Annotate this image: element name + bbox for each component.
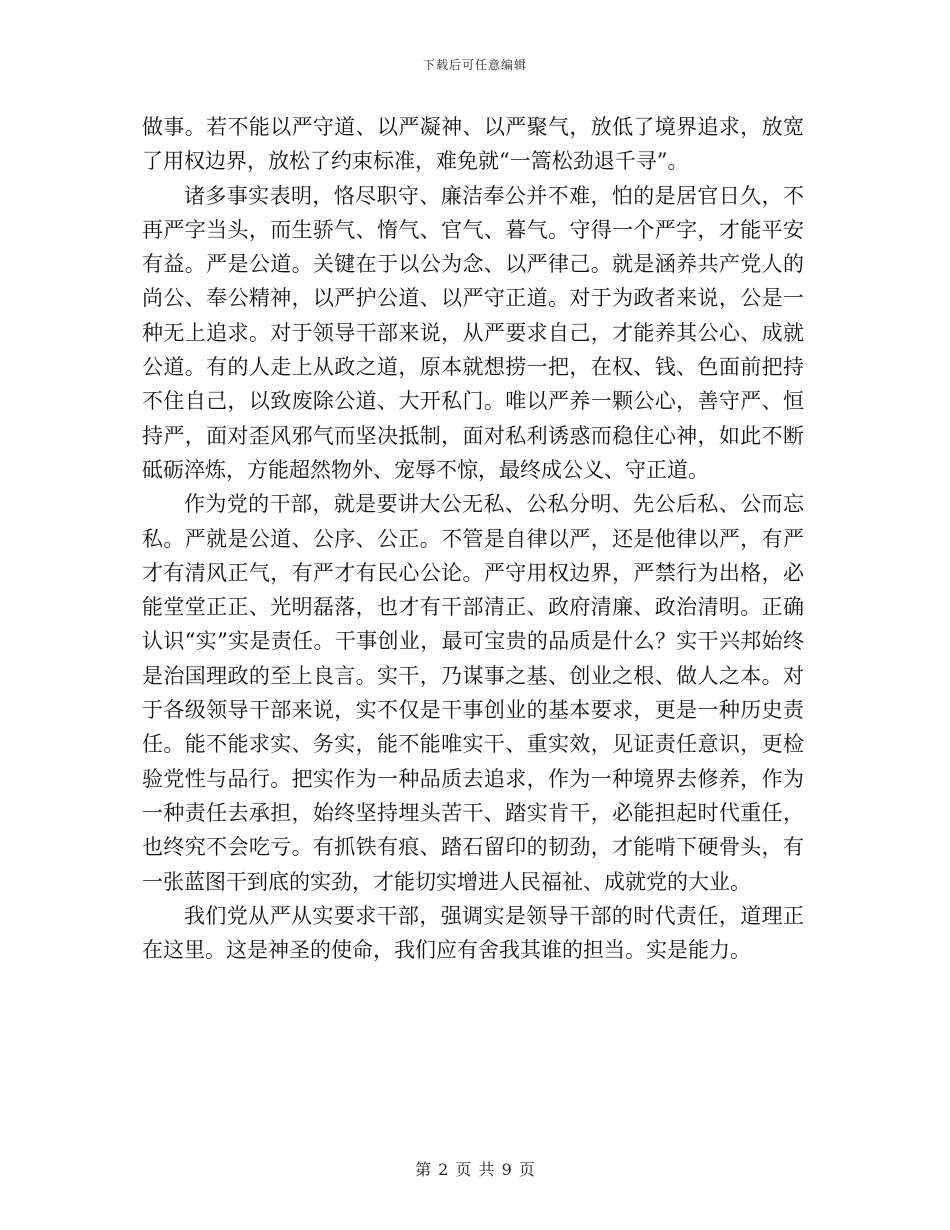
paragraph-2: 诸多事实表明，恪尽职守、廉洁奉公并不难，怕的是居官日久，不再严字当头，而生骄气、惰气、官气、暮气。守得一个严字，才能平安有益。严是公道。关键在于以公为念、以严律己。就是涵养共产党人的尚公、奉公精神，以严护公道、以严守正道。对于为政者来说，公是一种无上追求。对于领导干部来说，从严要求自己，才能养其公心、成就公道。有的人走上从政之道，原本就想捞一把，在权、钱、色面前把持不住自己，以致废除公道、大开私门。唯以严养一颗公心，善守严、恒持严，面对歪风邪气而坚决抵制，面对私利诱惑而稳住心神，如此不断砥砺淬炼，方能超然物外、宠辱不惊，最终成公义、守正道。 [142, 183, 804, 482]
page-header: 下载后可任意编辑 [422, 58, 527, 72]
page-number-footer: 第 2 页 共 9 页 [415, 1160, 535, 1179]
document-body [142, 110, 804, 967]
paragraph-4: 我们党从严从实要求干部，强调实是领导干部的时代责任，道理正在这里。这是神圣的使命，我们应有舍我其谁的担当。实是能力。 [142, 903, 804, 963]
paragraph-3: 作为党的干部，就是要讲大公无私、公私分明、先公后私、公而忘私。严就是公道、公序、公正。不管是自律以严，还是他律以严，有严才有清风正气，有严才有民心公论。严守用权边界，严禁行为出格，必能堂堂正正、光明磊落，也才有干部清正、政府清廉、政治清明。正确认识“实”实是责任。干事创业，最可宝贵的品质是什么？实干兴邦始终是治国理政的至上良言。实干，乃谋事之基、创业之根、做人之本。对于各级领导干部来说，实不仅是干事创业的基本要求，更是一种历史责任。能不能求实、务实，能不能唯实干、重实效，见证责任意识，更检验党性与品行。把实作为一种品质去追求，作为一种境界去修养，作为一种责任去承担，始终坚持埋头苦干、踏实肯干，必能担起时代重任，也终究不会吃亏。有抓铁有痕、踏石留印的韧劲，才能啃下硬骨头，有一张蓝图干到底的实劲，才能切实增进人民福祉、成就党的大业。 [142, 492, 804, 894]
paragraph-1: 做事。若不能以严守道、以严凝神、以严聚气，放低了境界追求，放宽了用权边界，放松了约束标准，难免就“一篙松劲退千寻”。 [142, 115, 804, 174]
